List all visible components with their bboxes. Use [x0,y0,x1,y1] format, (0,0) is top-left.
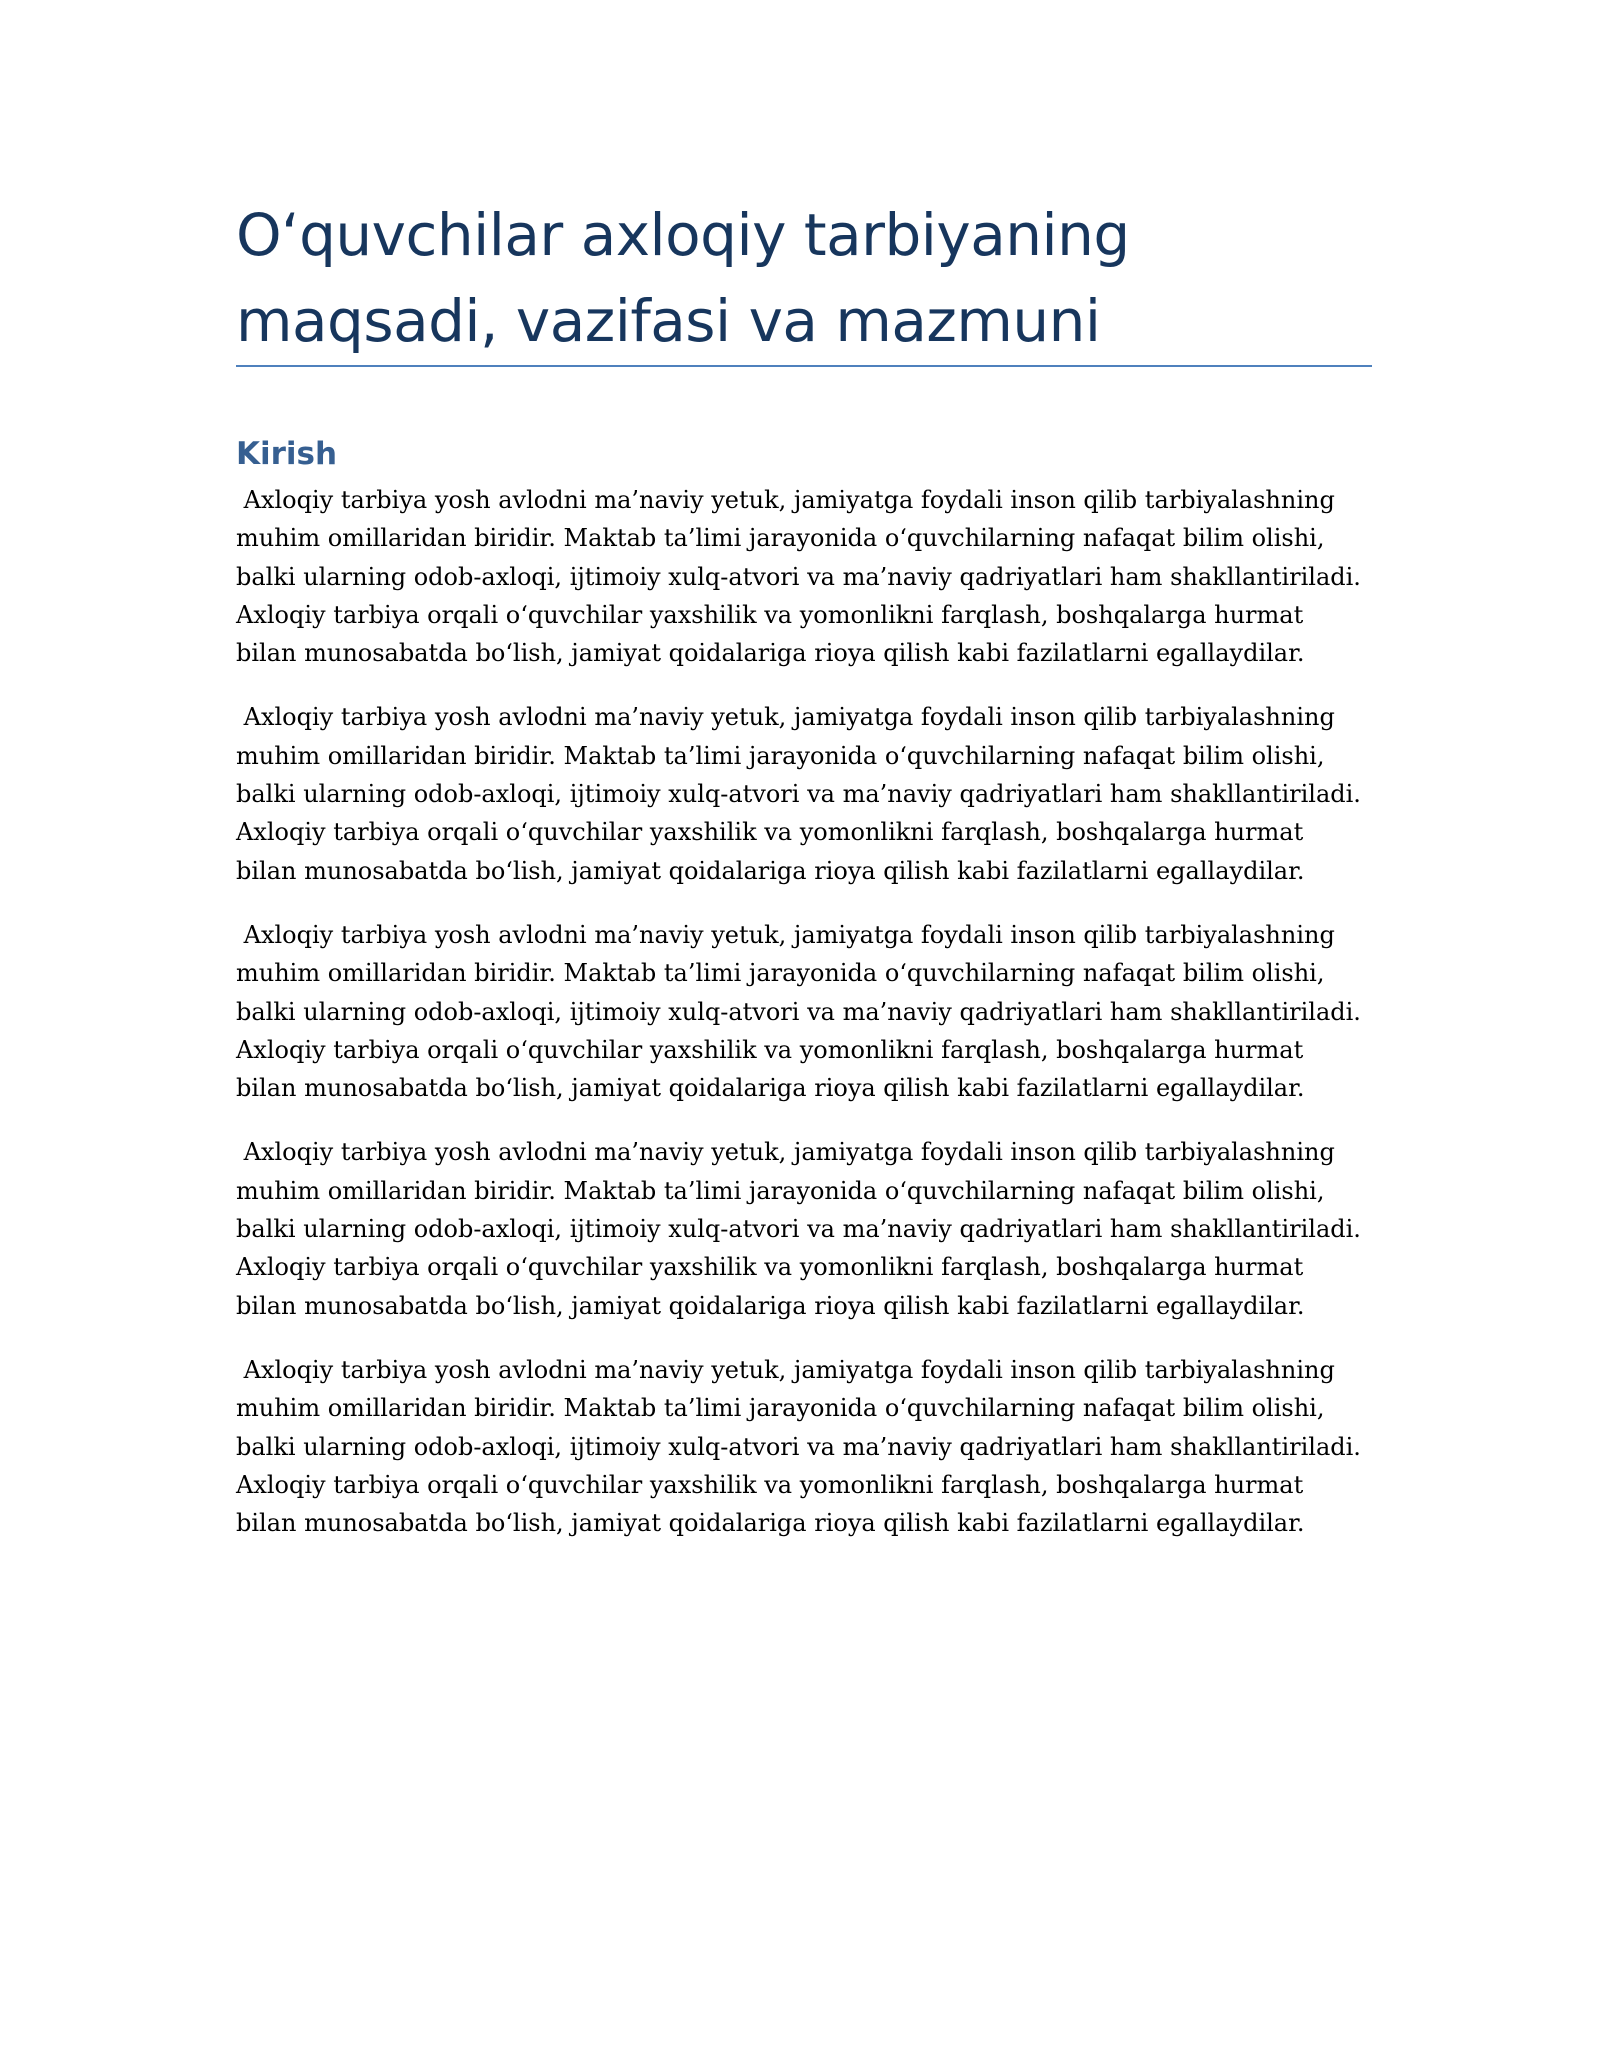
title-divider [236,365,1372,367]
paragraph: Axloqiy tarbiya yosh avlodni ma’naviy yetuk, jamiyatga foydali inson qilib tarbiyalashning muhim omillaridan biridir. Maktab ta’limi jarayonida o‘quvchilarning nafaqat bilim olishi, balki ularning odob-axloqi, ijtimoiy xulq-atvori va ma’naviy qadriyatlari ham shakllantiriladi. Axloqiy tarbiya orqali o‘quvchilar yaxshilik va yomonlikni farqlash, boshqalarga hurmat bilan munosabatda bo‘lish, jamiyat qoidalariga rioya qilish kabi fazilatlarni egallaydilar. [236,1355,1369,1538]
paragraph: Axloqiy tarbiya yosh avlodni ma’naviy yetuk, jamiyatga foydali inson qilib tarbiyalashning muhim omillaridan biridir. Maktab ta’limi jarayonida o‘quvchilarning nafaqat bilim olishi, balki ularning odob-axloqi, ijtimoiy xulq-atvori va ma’naviy qadriyatlari ham shakllantiriladi. Axloqiy tarbiya orqali o‘quvchilar yaxshilik va yomonlikni farqlash, boshqalarga hurmat bilan munosabatda bo‘lish, jamiyat qoidalariga rioya qilish kabi fazilatlarni egallaydilar. [236,703,1369,885]
paragraph: Axloqiy tarbiya yosh avlodni ma’naviy yetuk, jamiyatga foydali inson qilib tarbiyalashning muhim omillaridan biridir. Maktab ta’limi jarayonida o‘quvchilarning nafaqat bilim olishi, balki ularning odob-axloqi, ijtimoiy xulq-atvori va ma’naviy qadriyatlari ham shakllantiriladi. Axloqiy tarbiya orqali o‘quvchilar yaxshilik va yomonlikni farqlash, boshqalarga hurmat bilan munosabatda bo‘lish, jamiyat qoidalariga rioya qilish kabi fazilatlarni egallaydilar. [236,920,1369,1103]
body-text [236,481,1369,1568]
document-title: O‘quvchilar axloqiy tarbiyaning maqsadi, vazifasi va mazmuni [236,201,1130,355]
paragraph: Axloqiy tarbiya yosh avlodni ma’naviy yetuk, jamiyatga foydali inson qilib tarbiyalashning muhim omillaridan biridir. Maktab ta’limi jarayonida o‘quvchilarning nafaqat bilim olishi, balki ularning odob-axloqi, ijtimoiy xulq-atvori va ma’naviy qadriyatlari ham shakllantiriladi. Axloqiy tarbiya orqali o‘quvchilar yaxshilik va yomonlikni farqlash, boshqalarga hurmat bilan munosabatda bo‘lish, jamiyat qoidalariga rioya qilish kabi fazilatlarni egallaydilar. [236,486,1369,668]
paragraph: Axloqiy tarbiya yosh avlodni ma’naviy yetuk, jamiyatga foydali inson qilib tarbiyalashning muhim omillaridan biridir. Maktab ta’limi jarayonida o‘quvchilarning nafaqat bilim olishi, balki ularning odob-axloqi, ijtimoiy xulq-atvori va ma’naviy qadriyatlari ham shakllantiriladi. Axloqiy tarbiya orqali o‘quvchilar yaxshilik va yomonlikni farqlash, boshqalarga hurmat bilan munosabatda bo‘lish, jamiyat qoidalariga rioya qilish kabi fazilatlarni egallaydilar. [236,1138,1369,1320]
section-heading: Kirish [236,436,338,472]
